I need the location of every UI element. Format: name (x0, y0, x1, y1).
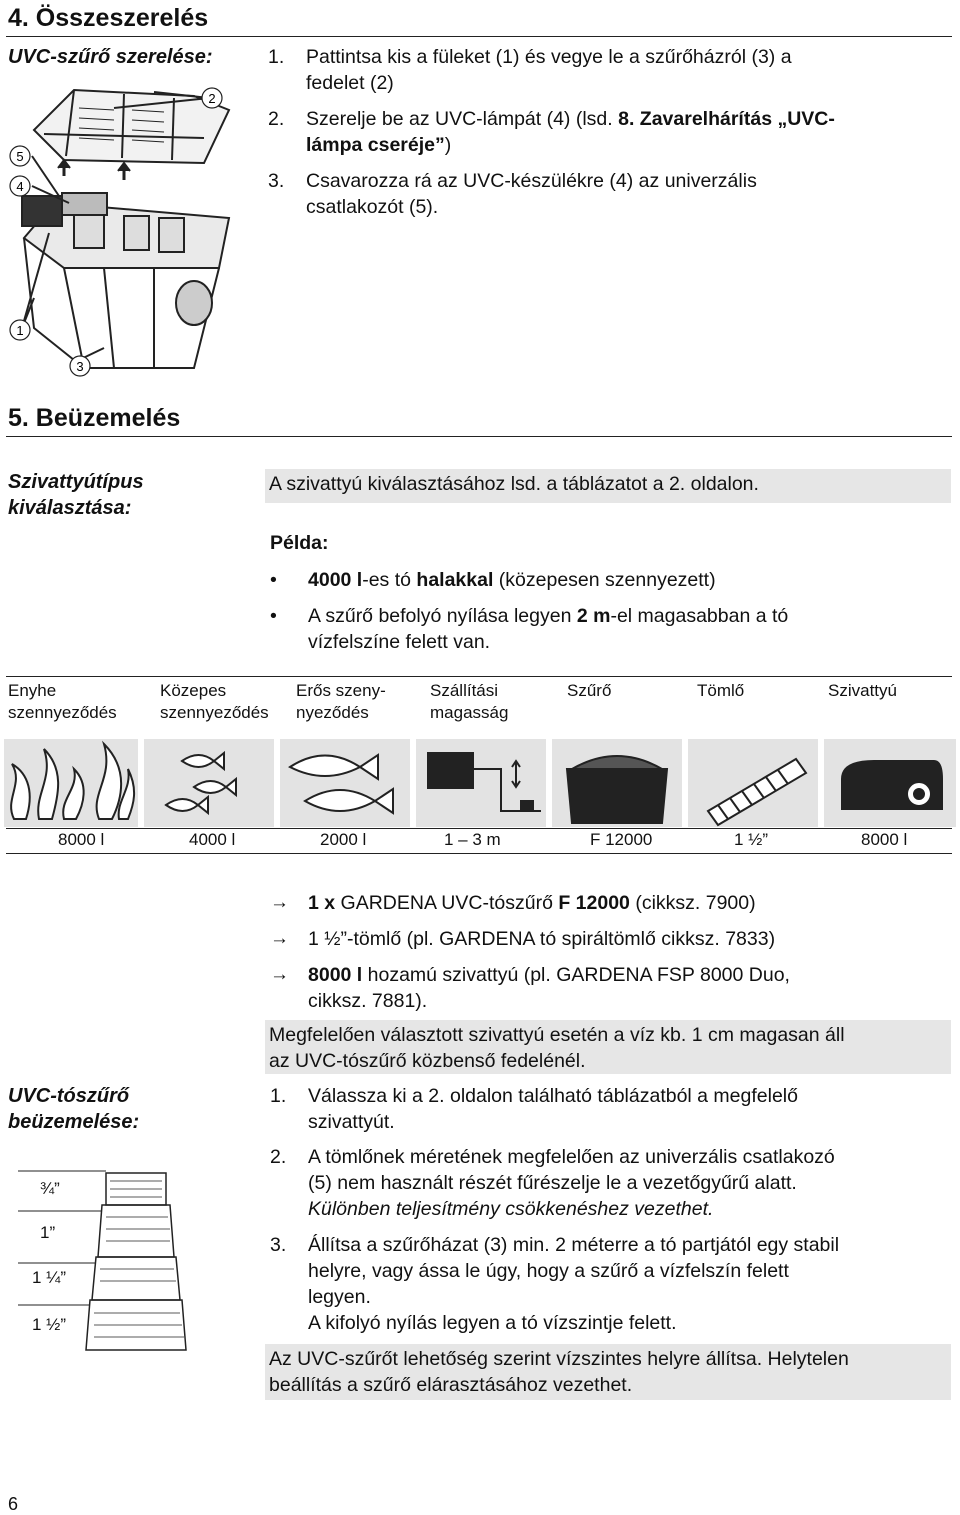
header-hose: Tömlő (697, 681, 745, 700)
light-pollution-pictogram (4, 739, 138, 827)
bullet-dot: • (270, 569, 277, 591)
bullet-dot: • (270, 605, 277, 627)
value-hose: 1 ½” (734, 830, 769, 849)
medium-pollution-pictogram (144, 739, 274, 827)
filter-assembly-illustration (4, 68, 254, 383)
callout-4: 4 (16, 179, 24, 194)
header-filter: Szűrő (567, 681, 612, 700)
value-light: 8000 l (58, 830, 105, 849)
connector-size-diagram (18, 1165, 218, 1355)
section-rule (6, 436, 952, 437)
arrow-icon: → (270, 928, 289, 949)
table-mid-rule (6, 828, 952, 829)
levelling-note: Az UVC-szűrőt lehetőség szerint vízszintes helyre állítsa. Helytelen beállítás a szűrő elárasztásához vezethet. (265, 1344, 951, 1400)
value-pump: 8000 l (861, 830, 908, 849)
page-number: 6 (8, 1494, 19, 1514)
startup-steps: 1. Válassza ki a 2. oldalon található táblázatból a megfelelő szivattyút. 2. A tömlőnek méretének megfelelően az univerzális csatlakozó (5) nem használt részét fűrészelje le a vezetőgyűrű alatt. Különben teljesítmény csökkenéshez vezethet. 3. Állítsa a szűrőházat (3) min. 2 méterre a tó partjától egy stabil helyre, vagy ássa le úgy, hogy a szűrő a vízfelszín felett legyen. A kifolyó nyílás legyen a tó vízszintje felett. (270, 1085, 840, 1334)
section-rule (6, 36, 952, 37)
heavy-pollution-pictogram (280, 739, 410, 827)
header-light: Enyhe szennyeződés (8, 681, 117, 722)
recommendation-list: → 1 x GARDENA UVC-tószűrő F 12000 (cikksz. 7900) → 1 ½”-tömlő (pl. GARDENA tó spiráltömlő cikksz. 7833) → 8000 l hozamú szivattyú (pl. GARDENA FSP 8000 Duo, cikksz. 7881). (270, 892, 790, 1012)
size-one-quarter: 1 ¼” (32, 1268, 67, 1287)
arrow-icon: → (270, 892, 289, 913)
assembly-steps: 1. Pattintsa kis a füleket (1) és vegye le a szűrőházról (3) a fedelet (2) 2. Szerelje be az UVC-lámpát (4) (lsd. 8. Zavarelhárítás „UVC- lámpa cseréje”) 3. Csavarozza rá az UVC-készülékre (4) az univerzális csatlakozót (5). (268, 46, 835, 218)
section-5-title: 5. Beüzemelés (8, 404, 181, 432)
size-three-quarter: ¾” (40, 1179, 60, 1198)
value-filter: F 12000 (590, 830, 653, 849)
table-bottom-rule (6, 853, 952, 854)
uvc-assembly-label: UVC-szűrő szerelése: (8, 46, 213, 68)
pump-pictogram (824, 739, 956, 827)
delivery-height-pictogram (416, 739, 546, 827)
value-medium: 4000 l (189, 830, 236, 849)
value-delivery-height: 1 – 3 m (444, 830, 501, 849)
callout-3: 3 (76, 359, 84, 374)
uvc-startup-label: UVC-tószűrő beüzemelése: (8, 1085, 140, 1133)
table-top-rule (6, 676, 952, 677)
pump-selection-label: Szivattyútípus kiválasztása: (8, 471, 144, 519)
header-delivery-height: Szállítási magasság (430, 681, 509, 722)
table-reference-note: A szivattyú kiválasztásához lsd. a táblázatot a 2. oldalon. (265, 469, 951, 503)
value-heavy: 2000 l (320, 830, 367, 849)
filter-pictogram (552, 739, 682, 827)
header-pump: Szivattyú (828, 681, 897, 700)
hose-pictogram (688, 739, 818, 827)
arrow-icon: → (270, 964, 289, 985)
size-one-half: 1 ½” (32, 1315, 67, 1334)
example-label: Példa: (270, 532, 329, 554)
callout-5: 5 (16, 149, 24, 164)
header-heavy: Erős szeny- nyeződés (296, 681, 386, 722)
header-medium: Közepes szennyeződés (160, 681, 269, 722)
size-one: 1” (40, 1223, 56, 1242)
callout-2: 2 (208, 91, 216, 106)
callout-1: 1 (16, 323, 24, 338)
water-level-note: Megfelelően választott szivattyú esetén a víz kb. 1 cm magasan áll az UVC-tószűrő közbenső fedelénél. (265, 1020, 951, 1074)
section-4-title: 4. Összeszerelés (8, 4, 209, 32)
